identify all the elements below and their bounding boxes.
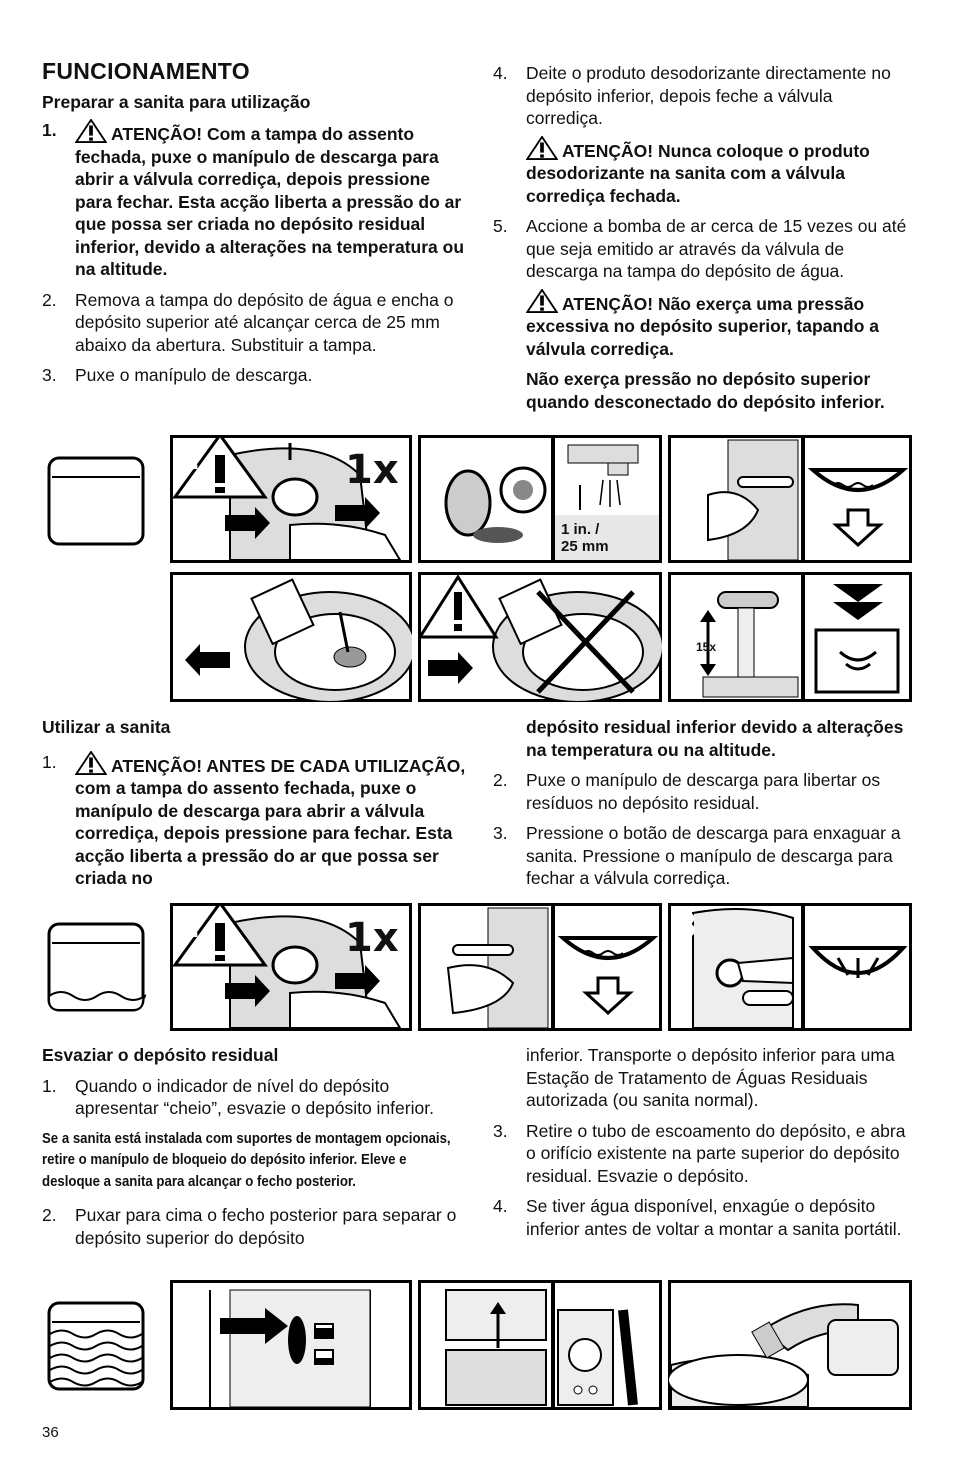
list-item: 2. Puxe o manípulo de descarga para libertar os resíduos no depósito residual. [493,770,881,813]
mounting-note: Se a sanita está instalada com suportes de montagem opcionais, retire o manípulo de bloqueio do depósito inferior. Eleve e desloque a sanita para alcançar o fecho posterior. [42,1129,451,1190]
tank-full-icon [46,1300,146,1392]
warning-note: ATENÇÃO! Não exerça uma pressão excessiva no depósito superior, tapando a válvula corrediça. [493,289,913,361]
warning-icon [526,136,558,160]
figure-panel [170,572,412,702]
pump-count-label: 15x [696,640,717,654]
warning-note: Não exerça pressão no depósito superior quando desconectado do depósito inferior. [526,369,885,412]
list-item-continued: inferior. Transporte o depósito inferior para uma Estação de Tratamento de Águas Residuais autorizada (ou sanita normal). [526,1045,895,1110]
list-item: 4. Deite o produto desodorizante directamente no depósito inferior, depois feche a válvula corrediça. [493,63,891,128]
step-number: 1 [176,438,200,478]
figure-panel [170,1280,412,1410]
warning-note: ATENÇÃO! Nunca coloque o produto desodorizante na sanita com a válvula corrediça fechada. [493,136,913,208]
repeat-label: 1x [345,447,399,493]
page-number: 36 [42,1424,59,1441]
step-number: 1 [176,1283,200,1323]
list-item: 1. Quando o indicador de nível do depósito apresentar “cheio”, esvazie o depósito inferior. [42,1075,434,1118]
step-number: 5 [674,575,698,615]
figure-panel [418,572,662,702]
figure-panel [170,435,412,563]
empty-tank-illustration [668,1280,912,1410]
step-number: 2 [424,906,448,946]
step-number: 1 [176,906,200,946]
pull-handle-illustration [418,903,662,1031]
level-indicator-illustration [170,1280,412,1410]
step-number: 3 [674,1283,698,1323]
pour-deodorant-illustration [170,572,412,702]
tank-partial-icon [46,921,146,1013]
page-title: FUNCIONAMENTO [42,58,250,84]
subtitle-prepare: Preparar a sanita para utilização [42,91,311,112]
figure-panel [418,1280,662,1410]
warning-icon [75,119,107,143]
repeat-label: 1x [345,915,399,961]
step-number: 4 [176,575,200,615]
list-item: 2. Remova a tampa do depósito de água e encha o depósito superior até alcançar cerca de 25 mm abaixo da abertura. Substituir a tampa. [42,289,454,355]
subtitle-empty: Esvaziar o depósito residual [42,1045,279,1065]
list-item: 2. Puxar para cima o fecho posterior para separar o depósito superior do depósito [42,1205,457,1248]
subtitle-use: Utilizar a sanita [42,717,171,737]
list-item: 3. Pressione o botão de descarga para enxaguar a sanita. Pressione o manípulo de descarga para fechar a válvula corrediça. [493,823,901,888]
step-number: 2 [424,1283,448,1323]
step-number: 3 [674,906,698,946]
step-number: 2 [424,438,448,478]
incorrect-pour-illustration [418,572,662,702]
section-operation-left [42,60,467,387]
list-item: 3. Puxe o manípulo de descarga. [42,365,313,385]
figure-panel [668,903,912,1031]
flush-button-illustration [668,903,912,1031]
air-pump-illustration [668,572,912,702]
section-use-right [493,716,913,890]
figure-panel [170,903,412,1031]
pull-handle-illustration [668,435,912,563]
list-item: 4. Se tiver água disponível, enxagúe o depósito inferior antes de voltar a montar a sanita portátil. [493,1196,902,1239]
figure-panel [418,903,662,1031]
separate-tanks-illustration [418,1280,662,1410]
fill-level-label: 1 in. / 25 mm [561,521,609,555]
warning-icon [526,289,558,313]
section-operation-right [493,62,913,413]
figure-panel [668,1280,912,1410]
tank-empty-icon [46,455,146,547]
figure-panel [668,435,912,563]
list-item-continued: depósito residual inferior devido a alterações na temperatura ou na altitude. [526,717,904,760]
list-item: 1. ATENÇÃO! Com a tampa do assento fechada, puxe o manípulo de descarga para abrir a válvula corrediça, depois pressione para fechar. Esta acção liberta a pressão do ar que possa ser criada no depósito residual inferior, devido a alterações na temperatura ou na altitude. [42,120,465,279]
section-empty-right [493,1044,913,1240]
list-item: 1. ATENÇÃO! ANTES DE CADA UTILIZAÇÃO, com a tampa do assento fechada, puxe o manípulo de descarga para abrir a válvula corrediça, depois pressione para fechar. Esta acção liberta a pressão do ar que possa ser criada no [42,751,466,888]
fill-water-illustration [418,435,662,563]
list-item: 5. Accione a bomba de ar cerca de 15 vezes ou até que seja emitido ar através da válvula de descarga na tampa do depósito de água. [493,216,907,281]
section-empty-left [42,1044,472,1249]
figure-panel [418,435,662,563]
figure-panel [668,572,912,702]
list-item: 3. Retire o tubo de escoamento do depósito, e abra o orifício existente na parte superior do depósito residual. Esvazie o depósito. [493,1120,906,1186]
step-number: 3 [674,438,698,478]
section-use-left [42,716,467,890]
warning-icon [75,751,107,775]
